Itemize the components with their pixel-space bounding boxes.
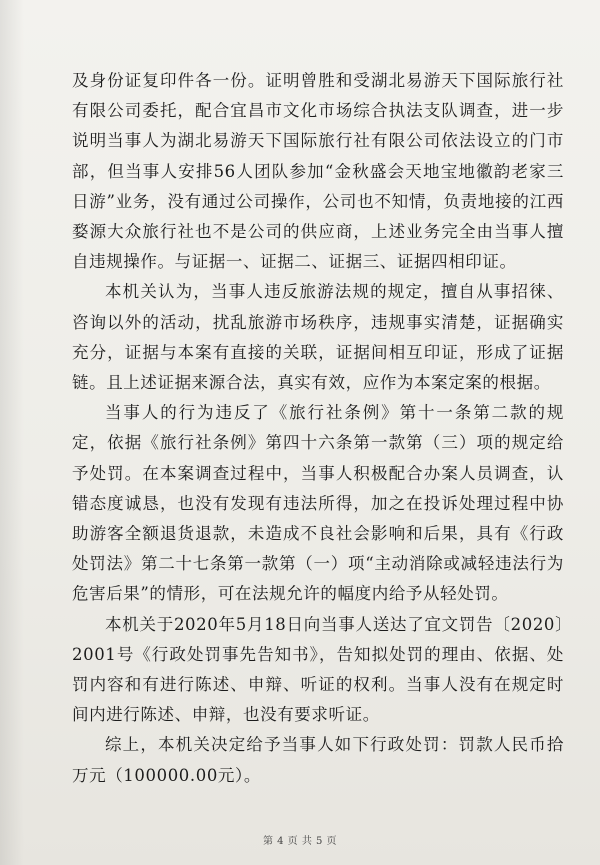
- page-edge-shadow: [0, 0, 24, 865]
- paragraph-evidence-continuation: 及身份证复印件各一份。证明曾胜和受湖北易游天下国际旅行社有限公司委托，配合宜昌市文化市场综合执法支队调查，进一步说明当事人为湖北易游天下国际旅行社有限公司依法设立的门市部，但当事人安排56人团队参加“金秋盛会天地宝地徽韵老家三日游”业务，没有通过公司操作，公司也不知情，负责地接的江西婺源大众旅行社也不是公司的供应商，上述业务完全由当事人擅自违规操作。与证据一、证据二、证据三、证据四相印证。: [72, 71, 564, 272]
- paragraph-prior-notice: 本机关于2020年5月18日向当事人送达了宜文罚告〔2020〕2001号《行政处罚事先告知书》，告知拟处罚的理由、依据、处罚内容和有进行陈述、申辩、听证的权利。当事人没有在规定时间内进行陈述、申辩，也没有要求听证。: [72, 614, 564, 725]
- paragraph-decision: 综上，本机关决定给予当事人如下行政处罚：罚款人民币拾万元（100000.00元）。: [72, 735, 564, 785]
- document-body: [72, 66, 564, 791]
- paragraph-agency-opinion: 本机关认为，当事人违反旅游法规的规定，擅自从事招徕、咨询以外的活动，扰乱旅游市场秩序，违规事实清楚，证据确实充分，证据与本案有直接的关联，证据间相互印证，形成了证据链。且上述证据来源合法，真实有效，应作为本案定案的根据。: [72, 282, 564, 393]
- page-number-footer: 第 4 页 共 5 页: [262, 836, 338, 847]
- paragraph-legal-basis: 当事人的行为违反了《旅行社条例》第十一条第二款的规定，依据《旅行社条例》第四十六条第一款第（三）项的规定给予处罚。在本案调查过程中，当事人积极配合办案人员调查，认错态度诚恳，也没有发现有违法所得，加之在投诉处理过程中协助游客全额退货退款，未造成不良社会影响和后果，具有《行政处罚法》第二十七条第一款第（一）项“主动消除或减轻违法行为危害后果”的情形，可在法规允许的幅度内给予从轻处罚。: [72, 403, 564, 604]
